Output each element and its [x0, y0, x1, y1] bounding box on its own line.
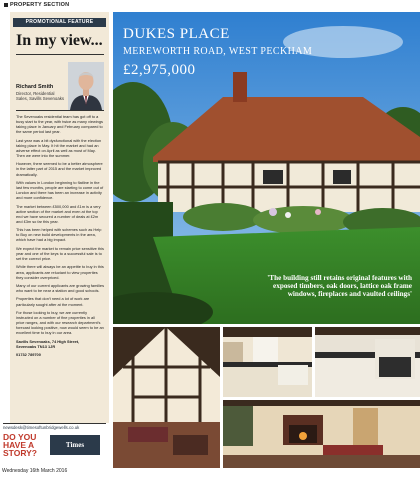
paragraph: However, there seemed to be a better atmosphere in the latter part of 2015 and the market improved dramatically.	[16, 161, 103, 177]
newspaper-logo: Times	[50, 435, 100, 455]
property-name: DUKES PLACE	[123, 26, 230, 42]
paragraph: This has been helped with schemes such as Help to Buy on new build developments in the area, which have had a big impact.	[16, 227, 102, 243]
newsdesk-email[interactable]: newsdesk@timesoftunbridgewells.co.uk	[3, 425, 80, 430]
author-portrait	[68, 62, 104, 110]
article-body	[16, 114, 104, 360]
footer-date: Wednesday 16th March 2016	[2, 468, 68, 474]
paragraph: The Sevenoaks residential team has got off to a busy start to the year, with twice as many viewings taking place in January and February compared to the same period last year.	[16, 114, 103, 135]
paragraph: Last year was a bit dysfunctional with the election taking place in May. It hit the market and had an adverse effect on April as well as most of May. Then we were into the summer.	[16, 137, 102, 158]
hero-photo	[113, 12, 420, 324]
paragraph: Properties that don't need a lot of work are particularly sought after at the moment.	[16, 296, 90, 307]
column-heading: In my view...	[16, 32, 103, 49]
pull-quote: 'The building still retains original features with exposed timbers, oak doors, lattice oak frame windows, fireplaces and vaulted ceilings'	[267, 274, 412, 298]
paragraph: While there will always be an appetite to buy in this area, applicants are reluctant to view properties they consider overpriced.	[16, 264, 104, 280]
office-address: Savills Sevenoaks, 74 High Street, Sevenoaks TN13 1JR	[16, 338, 80, 349]
paragraph: With values in London beginning to flatline in the last few months, people are starting to come out of London and there has been an increase in activity and more confidence.	[16, 179, 104, 201]
fireplace-room-photo	[223, 400, 420, 468]
divider	[16, 110, 104, 111]
contact-box	[0, 423, 109, 465]
vaulted-hall-photo	[113, 327, 220, 468]
kitchen-range-photo	[315, 327, 420, 397]
property-address: MEREWORTH ROAD, WEST PECKHAM	[123, 46, 313, 57]
divider	[16, 54, 104, 55]
page-header	[0, 0, 420, 12]
paragraph: We expect the market to remain price sensitive this year and one of the keys to a successful sale is to set the correct price.	[16, 245, 104, 262]
kitchen-photo	[223, 327, 312, 397]
paragraph: The market between £500,000 and £1m is a very active section of the market and even at the top end we have secured a number of deals at £2m and £3m so far this year.	[16, 203, 101, 224]
section-label: PROPERTY SECTION	[4, 2, 69, 8]
author-title: Director, Residential Sales, Savills Sevenoaks	[16, 91, 65, 101]
promo-banner: PROMOTIONAL FEATURE	[13, 18, 106, 27]
promotional-sidebar	[10, 12, 109, 432]
paragraph: Many of our current applicants are growing families who want to be near a station and good schools.	[16, 283, 105, 294]
paragraph: For those looking to buy, we are currently instructed on a number of fine properties in all price ranges, and with our research department's forecast looking positive, now would seem to be an excellent time to buy in our area.	[16, 309, 104, 336]
property-price: £2,975,000	[123, 62, 196, 78]
office-phone: 01732 789700	[16, 351, 41, 357]
story-callout: DO YOU HAVE A STORY?	[3, 432, 38, 458]
author-name: Richard Smith	[16, 84, 54, 90]
divider	[3, 423, 106, 424]
